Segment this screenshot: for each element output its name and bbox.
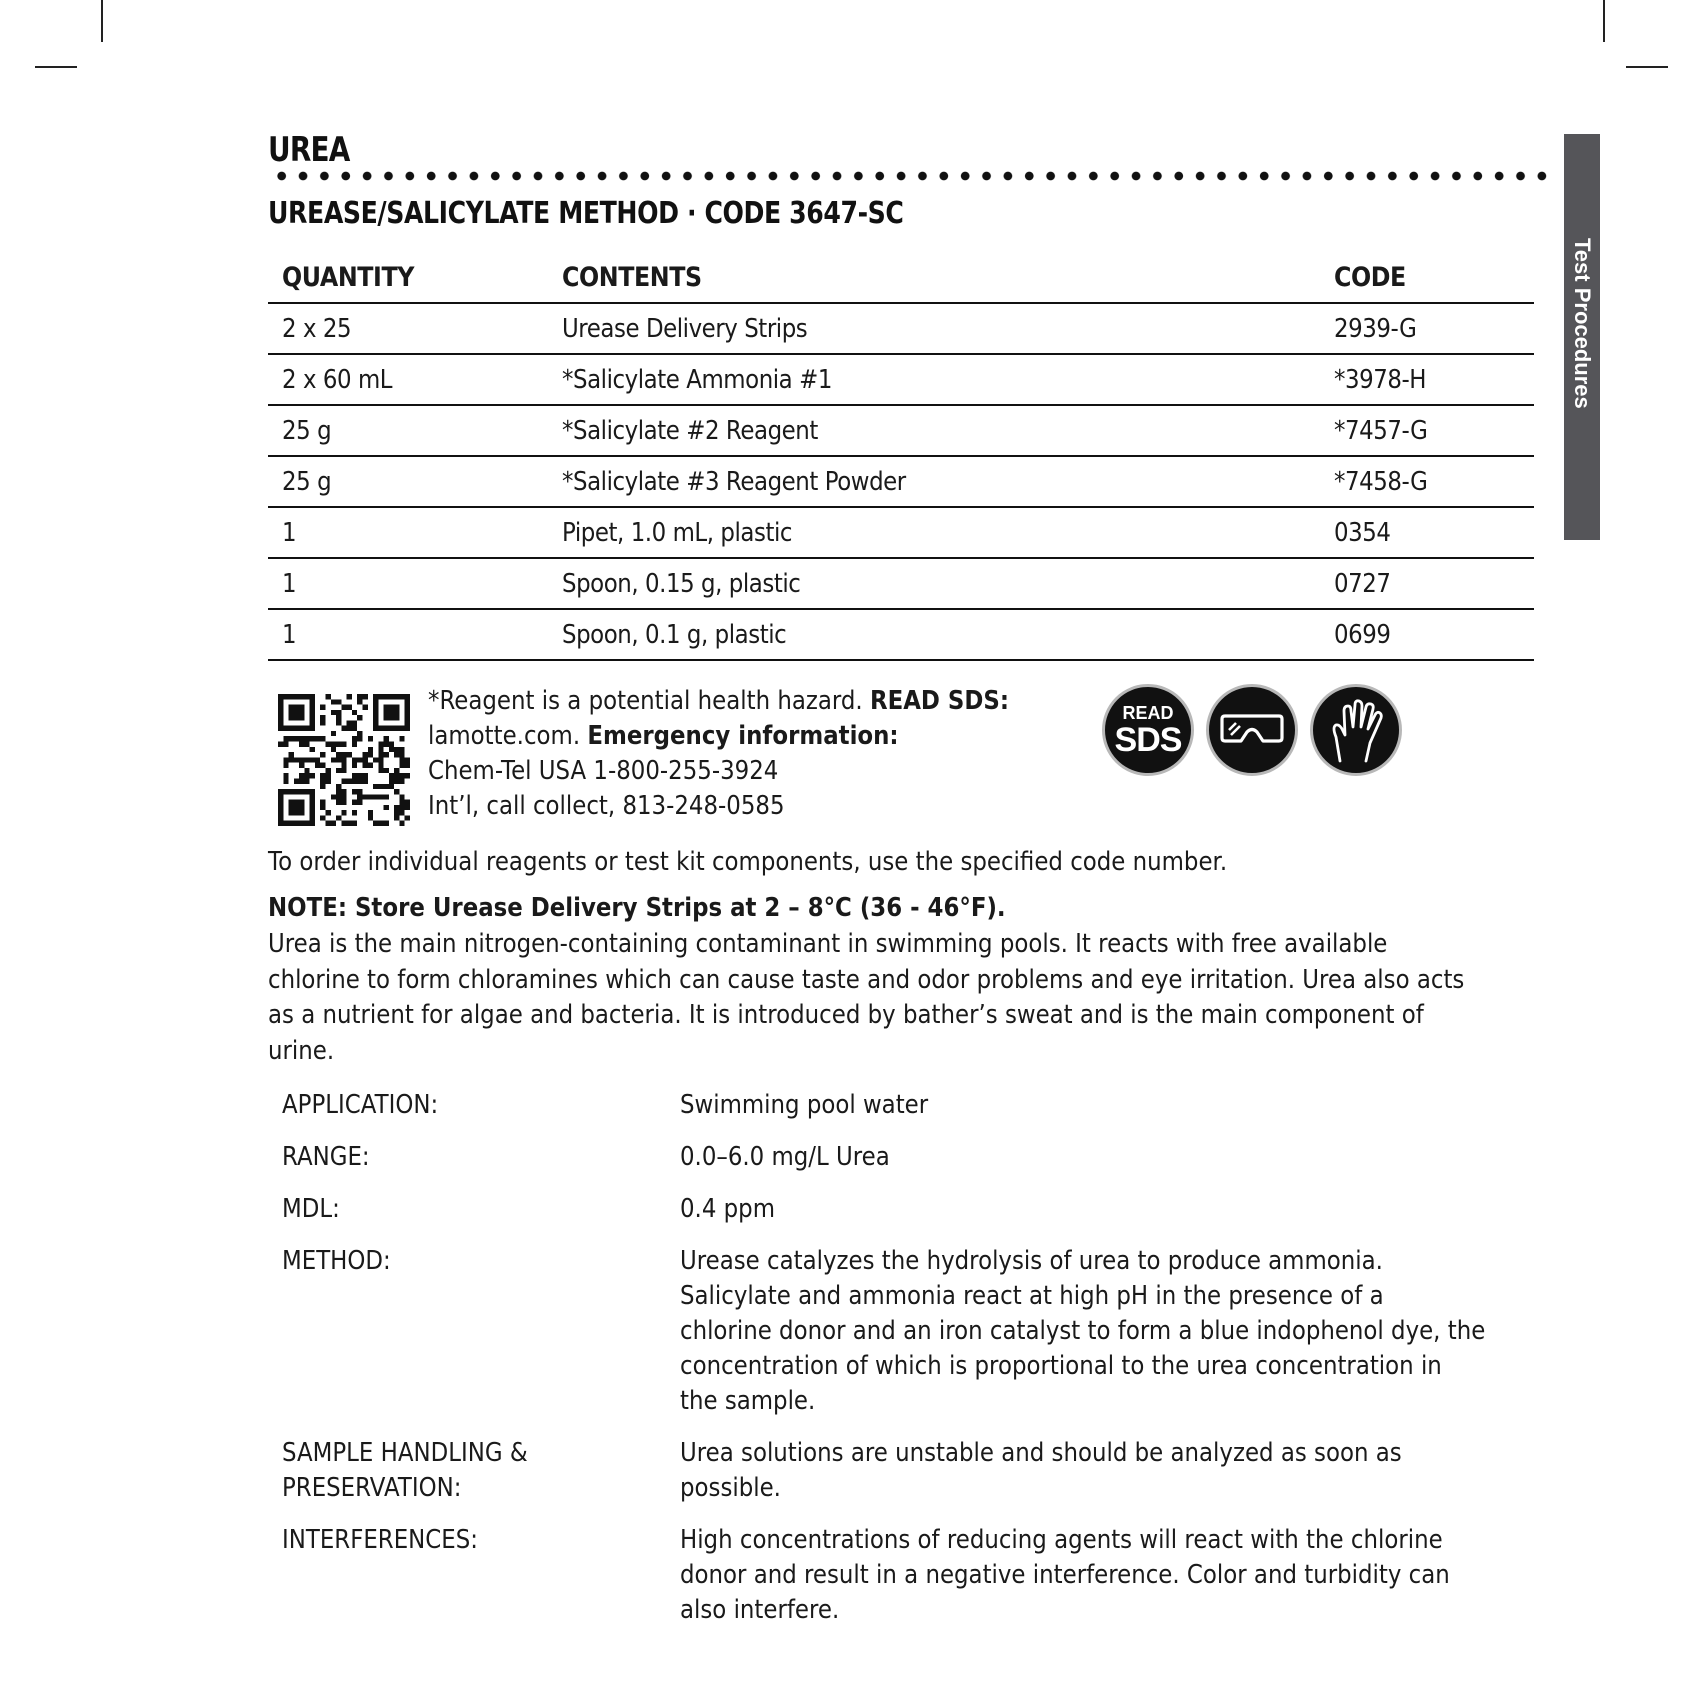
cell-quantity: 1	[268, 609, 548, 660]
spec-label: MDL:	[282, 1194, 340, 1224]
table-row	[268, 456, 1534, 507]
spec-row	[282, 1088, 1552, 1123]
spec-row	[282, 1140, 1552, 1175]
crop-mark-top-left-horizontal	[35, 66, 77, 68]
safety-icons	[1102, 684, 1402, 780]
cell-contents: Spoon, 0.15 g, plastic	[548, 558, 1334, 609]
read-sds-icon: READ SDS	[1102, 684, 1194, 776]
column-header-contents: CONTENTS	[548, 252, 1334, 303]
storage-note: NOTE: Store Urease Delivery Strips at 2 – 8°C (36 - 46°F).	[268, 893, 1006, 923]
cell-quantity: 1	[268, 507, 548, 558]
crop-mark-top-right-vertical	[1603, 0, 1605, 42]
method-subtitle: UREASE/SALICYLATE METHOD · CODE 3647-SC	[268, 196, 904, 231]
urea-description	[268, 927, 1568, 1069]
contents-table	[268, 252, 1534, 661]
spec-value: Urease catalyzes the hydrolysis of urea to produce ammonia. Salicylate and ammonia react at high pH in the presence of a chlorine donor and an iron catalyst to form a blue indophenol dye, the concentration of which is proportional to the urea concentration in the sample.	[680, 1246, 1486, 1416]
spec-label: SAMPLE HANDLING & PRESERVATION:	[282, 1438, 528, 1503]
table-row	[268, 354, 1534, 405]
cell-quantity: 1	[268, 558, 548, 609]
emergency-phone-usa: Chem-Tel USA 1-800-255-3924	[428, 756, 779, 786]
cell-code: *3978-H	[1334, 354, 1534, 405]
hazard-line-1: *Reagent is a potential health hazard. READ SDS:	[428, 686, 1009, 716]
table-row	[268, 507, 1534, 558]
goggles-icon	[1206, 684, 1298, 776]
cell-contents: *Salicylate #3 Reagent Powder	[548, 456, 1334, 507]
cell-quantity: 2 x 60 mL	[268, 354, 548, 405]
table-header-row	[268, 252, 1534, 303]
table-row	[268, 609, 1534, 660]
hazard-line-2: lamotte.com. Emergency information:	[428, 721, 899, 751]
spec-value: Swimming pool water	[680, 1090, 929, 1120]
cell-code: 0727	[1334, 558, 1534, 609]
side-tab-label: Test Procedures	[1570, 238, 1595, 409]
description-line: chlorine to form chloramines which can cause taste and odor problems and eye irritation. Urea also acts	[268, 964, 1465, 995]
cell-quantity: 25 g	[268, 405, 548, 456]
cell-quantity: 2 x 25	[268, 303, 548, 354]
table-row	[268, 303, 1534, 354]
qr-code[interactable]	[278, 694, 410, 826]
description-line: Urea is the main nitrogen-containing contaminant in swimming pools. It reacts with free available	[268, 929, 1388, 959]
cell-contents: Urease Delivery Strips	[548, 303, 1334, 354]
spec-row	[282, 1244, 1552, 1419]
order-instruction: To order individual reagents or test kit components, use the specified code number.	[268, 847, 1228, 877]
column-header-code: CODE	[1334, 252, 1534, 303]
crop-mark-top-left-vertical	[101, 0, 103, 42]
cell-quantity: 25 g	[268, 456, 548, 507]
table-row	[268, 405, 1534, 456]
hazard-notice	[428, 684, 1068, 824]
spec-value: High concentrations of reducing agents will react with the chlorine donor and result in a negative interference. Color and turbidity can also interfere.	[680, 1525, 1450, 1625]
cell-code: *7457-G	[1334, 405, 1534, 456]
table-row	[268, 558, 1534, 609]
specifications	[282, 1088, 1552, 1645]
spec-label: INTERFERENCES:	[282, 1525, 478, 1555]
spec-row	[282, 1436, 1552, 1506]
column-header-quantity: QUANTITY	[268, 252, 548, 303]
gloves-icon	[1310, 684, 1402, 776]
cell-contents: *Salicylate Ammonia #1	[548, 354, 1334, 405]
cell-code: *7458-G	[1334, 456, 1534, 507]
spec-label: RANGE:	[282, 1142, 370, 1172]
spec-label: APPLICATION:	[282, 1090, 439, 1120]
spec-value: Urea solutions are unstable and should be analyzed as soon as possible.	[680, 1438, 1402, 1503]
cell-code: 0699	[1334, 609, 1534, 660]
cell-contents: Spoon, 0.1 g, plastic	[548, 609, 1334, 660]
spec-value: 0.0–6.0 mg/L Urea	[680, 1142, 890, 1172]
description-line: as a nutrient for algae and bacteria. It is introduced by bather’s sweat and is the main component of	[268, 1000, 1424, 1030]
page-title: UREA	[268, 130, 350, 170]
cell-code: 2939-G	[1334, 303, 1534, 354]
spec-row	[282, 1523, 1552, 1628]
cell-contents: Pipet, 1.0 mL, plastic	[548, 507, 1334, 558]
spec-row	[282, 1192, 1552, 1227]
spec-value: 0.4 ppm	[680, 1194, 775, 1224]
cell-contents: *Salicylate #2 Reagent	[548, 405, 1334, 456]
spec-label: METHOD:	[282, 1246, 391, 1276]
dotted-divider	[271, 171, 1553, 181]
cell-code: 0354	[1334, 507, 1534, 558]
side-section-tab	[1564, 134, 1600, 540]
crop-mark-top-right-horizontal	[1626, 66, 1668, 68]
description-line: urine.	[268, 1035, 335, 1066]
emergency-phone-intl: Int’l, call collect, 813-248-0585	[428, 791, 785, 821]
